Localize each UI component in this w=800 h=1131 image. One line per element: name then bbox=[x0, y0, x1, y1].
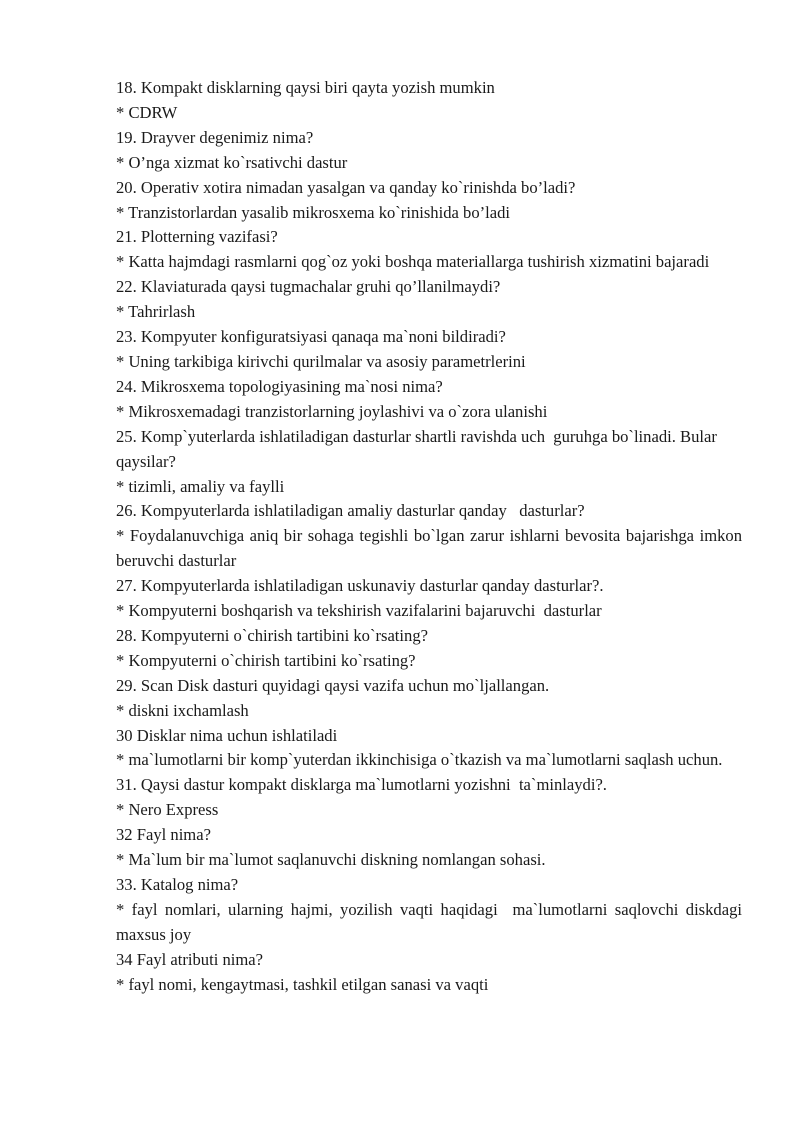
question-25: 25. Komp`yuterlarda ishlatiladigan dasturlar shartli ravishda uch guruhga bo`linadi. Bular qaysilar? bbox=[116, 426, 722, 471]
answer-24: * Mikrosxemadagi tranzistorlarning joylashivi va o`zora ulanishi bbox=[116, 401, 548, 421]
answer-20: * Tranzistorlardan yasalib mikrosxema ko`rinishida bo’ladi bbox=[116, 202, 511, 222]
document-body bbox=[116, 76, 747, 998]
answer-26: * Foydalanuvchiga aniq bir sohaga tegishli bo`lgan zarur ishlarni bevosita bajarishga imkon beruvchi dasturlar bbox=[116, 526, 747, 571]
question-30: 30 Disklar nima uchun ishlatiladi bbox=[116, 725, 338, 745]
answer-22: * Tahrirlash bbox=[116, 302, 196, 322]
answer-19: * O’nga xizmat ko`rsativchi dastur bbox=[116, 152, 348, 172]
question-26: 26. Kompyuterlarda ishlatiladigan amaliy dasturlar qanday dasturlar? bbox=[116, 501, 585, 521]
question-19: 19. Drayver degenimiz nima? bbox=[116, 127, 314, 147]
question-31: 31. Qaysi dastur kompakt disklarga ma`lumotlarni yozishni ta`minlaydi?. bbox=[116, 775, 607, 795]
answer-25: * tizimli, amaliy va faylli bbox=[116, 476, 285, 496]
question-23: 23. Kompyuter konfiguratsiyasi qanaqa ma`noni bildiradi? bbox=[116, 327, 506, 347]
question-18: 18. Kompakt disklarning qaysi biri qayta yozish mumkin bbox=[116, 78, 495, 97]
answer-27: * Kompyuterni boshqarish va tekshirish vazifalarini bajaruvchi dasturlar bbox=[116, 601, 602, 621]
question-27: 27. Kompyuterlarda ishlatiladigan uskunaviy dasturlar qanday dasturlar?. bbox=[116, 576, 604, 596]
question-32: 32 Fayl nima? bbox=[116, 825, 211, 845]
answer-30: * ma`lumotlarni bir komp`yuterdan ikkinchisiga o`tkazish va ma`lumotlarni saqlash uchun. bbox=[116, 750, 723, 770]
question-29: 29. Scan Disk dasturi quyidagi qaysi vazifa uchun mo`ljallangan. bbox=[116, 675, 550, 695]
question-20: 20. Operativ xotira nimadan yasalgan va qanday ko`rinishda bo’ladi? bbox=[116, 177, 576, 197]
answer-18: * CDRW bbox=[116, 102, 178, 122]
answer-31: * Nero Express bbox=[116, 800, 219, 820]
answer-29: * diskni ixchamlash bbox=[116, 700, 249, 720]
answer-23: * Uning tarkibiga kirivchi qurilmalar va asosiy parametrlerini bbox=[116, 351, 526, 371]
answer-21: * Katta hajmdagi rasmlarni qog`oz yoki boshqa materiallarga tushirish xizmatini bajaradi bbox=[116, 252, 710, 272]
question-24: 24. Mikrosxema topologiyasining ma`nosi nima? bbox=[116, 376, 443, 396]
question-34: 34 Fayl atributi nima? bbox=[116, 949, 264, 969]
answer-28: * Kompyuterni o`chirish tartibini ko`rsating? bbox=[116, 650, 416, 670]
question-21: 21. Plotterning vazifasi? bbox=[116, 227, 278, 247]
question-22: 22. Klaviaturada qaysi tugmachalar gruhi qo’llanilmaydi? bbox=[116, 277, 501, 297]
answer-34: * fayl nomi, kengaytmasi, tashkil etilgan sanasi va vaqti bbox=[116, 974, 489, 994]
question-28: 28. Kompyuterni o`chirish tartibini ko`rsating? bbox=[116, 625, 428, 645]
question-33: 33. Katalog nima? bbox=[116, 875, 239, 894]
answer-32: * Ma`lum bir ma`lumot saqlanuvchi diskning nomlangan sohasi. bbox=[116, 850, 546, 870]
answer-33: * fayl nomlari, ularning hajmi, yozilish vaqti haqidagi ma`lumotlarni saqlovchi diskdagi maxsus joy bbox=[116, 899, 747, 944]
